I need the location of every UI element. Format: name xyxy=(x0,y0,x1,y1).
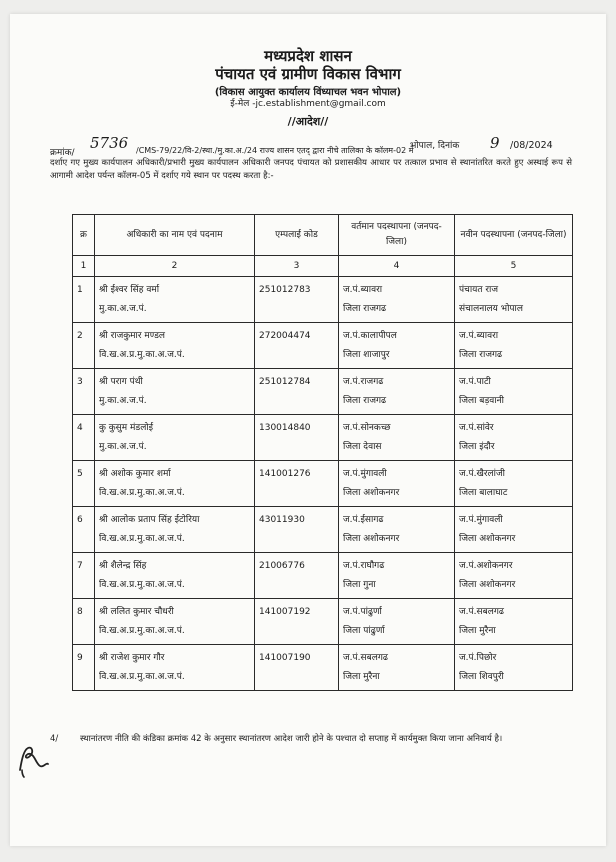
officer-designation: वि.ख.अ.प्र.मु.का.अ.ज.पं. xyxy=(99,626,185,636)
officer-designation: वि.ख.अ.प्र.मु.का.अ.ज.पं. xyxy=(99,350,185,360)
reference-label: क्रमांक/ xyxy=(50,148,75,158)
new-janpad: ज.पं.खैरलांजी xyxy=(459,469,505,479)
new-posting-cell xyxy=(455,415,573,461)
current-district: जिला राजगढ xyxy=(343,396,387,406)
officer-cell xyxy=(95,415,255,461)
new-district: जिला अशोकनगर xyxy=(459,580,516,590)
footer-number: 4/ xyxy=(50,734,59,744)
current-janpad: ज.पं.मुंगावली xyxy=(343,469,387,479)
signature-mark xyxy=(14,740,54,780)
new-janpad: ज.पं.सांवेर xyxy=(459,423,494,433)
officer-name: श्री राजेश कुमार गौर xyxy=(99,653,165,663)
current-posting-cell xyxy=(339,323,455,369)
new-district: जिला इंदौर xyxy=(459,442,495,452)
current-district: जिला देवास xyxy=(343,442,382,452)
current-janpad: ज.पं.कालापीपल xyxy=(343,331,397,341)
current-district: जिला राजगढ xyxy=(343,304,387,314)
new-posting-cell xyxy=(455,507,573,553)
current-posting-cell xyxy=(339,277,455,323)
officer-designation: मु.का.अ.ज.पं. xyxy=(99,396,147,406)
new-posting-cell xyxy=(455,369,573,415)
column-number: 2 xyxy=(95,256,255,277)
new-district: जिला बड़वानी xyxy=(459,396,504,406)
employee-code: 272004474 xyxy=(255,323,339,369)
officer-designation: मु.का.अ.ज.पं. xyxy=(99,304,147,314)
new-janpad: ज.पं.पाटी xyxy=(459,377,491,387)
header-current-posting: वर्तमान पदस्थापना (जनपद-जिला) xyxy=(339,215,455,256)
current-posting-cell xyxy=(339,645,455,691)
current-janpad: ज.पं.सोनकच्छ xyxy=(343,423,391,433)
employee-code: 141001276 xyxy=(255,461,339,507)
current-janpad: ज.पं.ईसागढ xyxy=(343,515,384,525)
table-row xyxy=(73,599,573,645)
new-posting-cell xyxy=(455,461,573,507)
table-row xyxy=(73,415,573,461)
table-row xyxy=(73,369,573,415)
current-posting-cell xyxy=(339,553,455,599)
column-number-row xyxy=(73,256,573,277)
current-district: जिला मुरैना xyxy=(343,672,380,682)
officer-name: श्री अशोक कुमार शर्मा xyxy=(99,469,171,479)
current-posting-cell xyxy=(339,369,455,415)
current-janpad: ज.पं.सबलगढ xyxy=(343,653,388,663)
document-page xyxy=(10,14,606,846)
employee-code: 130014840 xyxy=(255,415,339,461)
new-district: जिला शिवपुरी xyxy=(459,672,504,682)
current-janpad: ज.पं.राघौगढ xyxy=(343,561,385,571)
officer-name: श्री शैलेन्द्र सिंह xyxy=(99,561,147,571)
new-janpad: पंचायत राज xyxy=(459,285,499,295)
officer-designation: वि.ख.अ.प्र.मु.का.अ.ज.पं. xyxy=(99,580,185,590)
serial-number: 3 xyxy=(73,369,95,415)
officer-designation: मु.का.अ.ज.पं. xyxy=(99,442,147,452)
serial-number: 4 xyxy=(73,415,95,461)
officer-cell xyxy=(95,599,255,645)
column-number: 1 xyxy=(73,256,95,277)
table-row xyxy=(73,553,573,599)
officer-cell xyxy=(95,323,255,369)
new-posting-cell xyxy=(455,599,573,645)
officer-designation: वि.ख.अ.प्र.मु.का.अ.ज.पं. xyxy=(99,672,185,682)
table-row xyxy=(73,277,573,323)
header-employee-code: एम्पलाई कोड xyxy=(255,215,339,256)
employee-code: 251012784 xyxy=(255,369,339,415)
serial-number: 5 xyxy=(73,461,95,507)
new-janpad: ज.पं.अशोकनगर xyxy=(459,561,513,571)
date-month-year: /08/2024 xyxy=(510,140,553,151)
reference-number: 5736 xyxy=(90,134,129,152)
new-janpad: ज.पं.पिछोर xyxy=(459,653,497,663)
officer-name: श्री ललित कुमार चौधरी xyxy=(99,607,174,617)
new-district: जिला अशोकनगर xyxy=(459,534,516,544)
header-government: मध्यप्रदेश शासन xyxy=(264,47,352,65)
new-janpad: ज.पं.सबलगढ xyxy=(459,607,504,617)
officer-cell xyxy=(95,277,255,323)
current-janpad: ज.पं.पांढुर्णा xyxy=(343,607,382,617)
new-janpad: ज.पं.मुंगावली xyxy=(459,515,503,525)
reference-line xyxy=(50,134,570,158)
new-posting-cell xyxy=(455,553,573,599)
header-email: ई-मेल -jc.establishment@gmail.com xyxy=(230,99,386,109)
header-officer: अधिकारी का नाम एवं पदनाम xyxy=(95,215,255,256)
employee-code: 141007192 xyxy=(255,599,339,645)
employee-code: 43011930 xyxy=(255,507,339,553)
officer-cell xyxy=(95,507,255,553)
footer-note xyxy=(50,732,572,746)
current-posting-cell xyxy=(339,507,455,553)
officer-cell xyxy=(95,553,255,599)
current-district: जिला अशोकनगर xyxy=(343,534,400,544)
order-title: //आदेश// xyxy=(287,115,329,128)
table-row xyxy=(73,323,573,369)
place-date-label: भोपाल, दिनांक xyxy=(410,141,460,151)
current-district: जिला गुना xyxy=(343,580,376,590)
officer-cell xyxy=(95,369,255,415)
officer-name: श्री राजकुमार मण्डल xyxy=(99,331,165,341)
table-row xyxy=(73,507,573,553)
serial-number: 8 xyxy=(73,599,95,645)
officer-designation: वि.ख.अ.प्र.मु.का.अ.ज.पं. xyxy=(99,488,185,498)
new-district: जिला बालाघाट xyxy=(459,488,508,498)
officer-name: कु कुसुम मंडलोई xyxy=(99,423,154,433)
header-department: पंचायत एवं ग्रामीण विकास विभाग xyxy=(215,65,401,83)
table-row xyxy=(73,461,573,507)
footer-text: स्थानांतरण नीति की कंडिका क्रमांक 42 के अनुसार स्थानांतरण आदेश जारी होने के पश्चात दो सप्ताह में कार्यमुक्त किया जाना अनिवार्य है। xyxy=(80,734,503,744)
table-header-row xyxy=(73,215,573,256)
serial-number: 7 xyxy=(73,553,95,599)
header-office: (विकास आयुक्त कार्यालय विंध्याचल भवन भोपाल) xyxy=(214,87,402,98)
table-row xyxy=(73,645,573,691)
current-district: जिला पांढुर्णा xyxy=(343,626,385,636)
employee-code: 251012783 xyxy=(255,277,339,323)
serial-number: 9 xyxy=(73,645,95,691)
current-janpad: ज.पं.राजगढ xyxy=(343,377,384,387)
current-district: जिला शाजापुर xyxy=(343,350,390,360)
column-number: 3 xyxy=(255,256,339,277)
officer-name: श्री ईश्वर सिंह वर्मा xyxy=(99,285,160,295)
order-body-text: दर्शाए गए मुख्य कार्यपालन अधिकारी/प्रभारी मुख्य कार्यपालन अधिकारी जनपद पंचायत को प्रशासकीय आधार पर तत्काल प्रभाव से स्थानांतरित करते हुए अस्थाई रूप से आगामी आदेश पर्यन्त कॉलम-05 में दर्शाए गये स्थान पर पदस्थ करता है:- xyxy=(50,158,572,181)
new-district: संचालनालय भोपाल xyxy=(459,304,523,314)
officer-name: श्री आलोक प्रताप सिंह ईटोरिया xyxy=(99,515,200,525)
serial-number: 6 xyxy=(73,507,95,553)
header-new-posting: नवीन पदस्थापना (जनपद-जिला) xyxy=(455,215,573,256)
new-district: जिला राजगढ xyxy=(459,350,503,360)
new-posting-cell xyxy=(455,645,573,691)
current-posting-cell xyxy=(339,461,455,507)
current-janpad: ज.पं.ब्यावरा xyxy=(343,285,383,295)
current-posting-cell xyxy=(339,599,455,645)
officer-designation: वि.ख.अ.प्र.मु.का.अ.ज.पं. xyxy=(99,534,185,544)
employee-code: 141007190 xyxy=(255,645,339,691)
new-district: जिला मुरैना xyxy=(459,626,496,636)
reference-code: /CMS-79/22/वि-2/स्था./मु.का.अ./24 राज्य शासन एतद् द्वारा नीचे तालिका के कॉलम-02 में xyxy=(136,146,414,155)
transfer-table xyxy=(72,214,573,691)
new-posting-cell xyxy=(455,277,573,323)
serial-number: 2 xyxy=(73,323,95,369)
officer-name: श्री पराग पंथी xyxy=(99,377,143,387)
header-serial: क्र xyxy=(73,215,95,256)
officer-cell xyxy=(95,461,255,507)
serial-number: 1 xyxy=(73,277,95,323)
column-number: 4 xyxy=(339,256,455,277)
column-number: 5 xyxy=(455,256,573,277)
employee-code: 21006776 xyxy=(255,553,339,599)
current-posting-cell xyxy=(339,415,455,461)
officer-cell xyxy=(95,645,255,691)
date-day: 9 xyxy=(490,134,500,152)
new-janpad: ज.पं.ब्यावरा xyxy=(459,331,499,341)
current-district: जिला अशोकनगर xyxy=(343,488,400,498)
new-posting-cell xyxy=(455,323,573,369)
